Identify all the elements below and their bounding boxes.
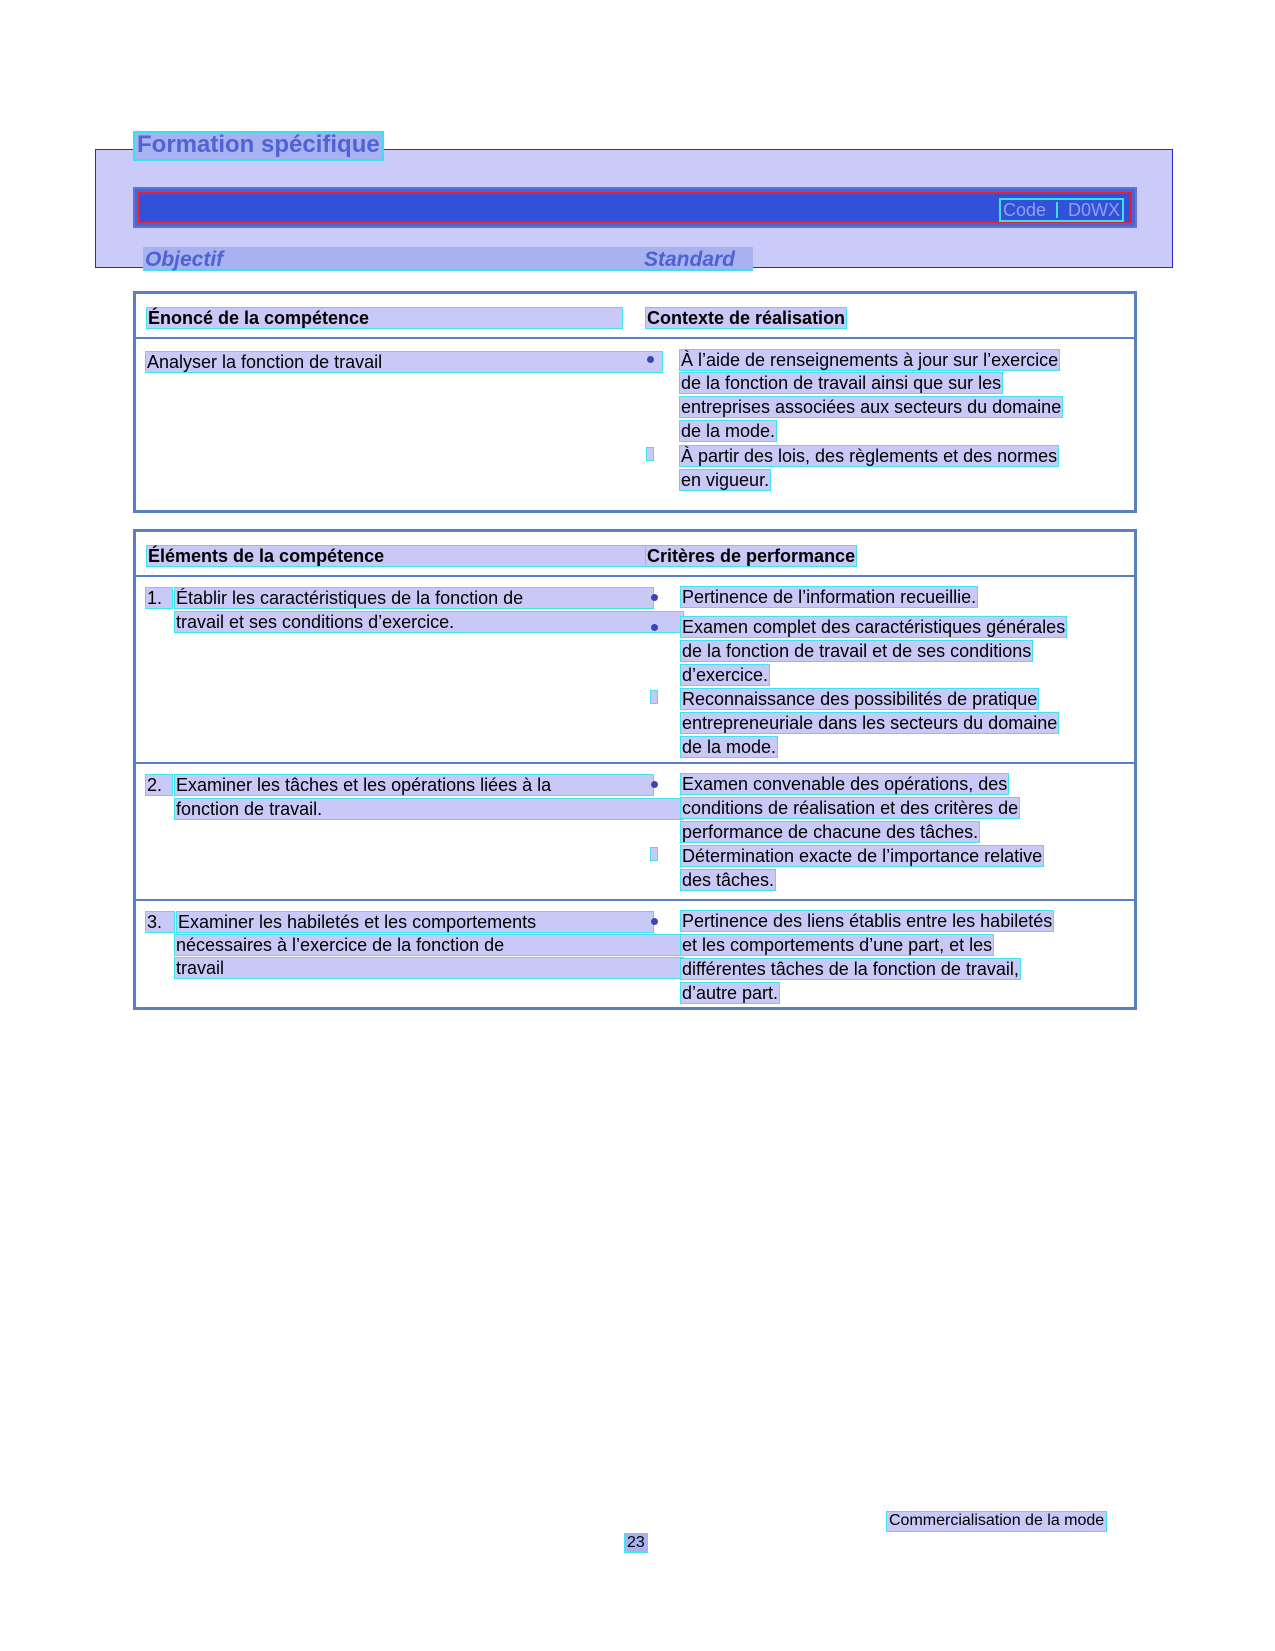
code-separator [1056,202,1058,218]
table-header-row [136,294,1134,339]
criterion-2-1-line-1: Examen convenable des opérations, des [682,774,1008,794]
criterion-3-1-line-3: différentes tâches de la fonction de travail, [682,959,1019,979]
element-1-line-1: Établir les caractéristiques de la fonction de [174,587,654,609]
criterion-2-2-line-2: des tâches. [682,870,775,890]
bullet-icon [651,781,658,788]
criterion-3-1-line-2: et les comportements d’une part, et les [682,935,993,955]
context-item-1-line-1: À l’aide de renseignements à jour sur l’exercice [681,350,1059,370]
criterion-1-2-line-3: d’exercice. [682,665,769,685]
code-bar [133,187,1137,228]
section-title: Formation spécifique [133,131,384,161]
table-row [136,339,1134,510]
element-3-number: 3. [145,911,175,933]
table-header-row [136,532,1134,577]
bullet-icon [650,847,658,861]
element-2-line-1: Examiner les tâches et les opérations liées à la [174,774,654,796]
page-number: 23 [624,1533,648,1553]
criterion-1-3-line-2: entrepreneuriale dans les secteurs du domaine [682,713,1058,733]
bullet-icon [646,447,654,461]
code-bar-inner [138,192,1132,223]
criterion-2-1-line-2: conditions de réalisation et des critères de [682,798,1019,818]
elements-heading: Éléments de la compétence [146,545,651,567]
competency-elements-table [133,529,1137,1010]
element-2-number: 2. [145,774,173,796]
context-item-1-line-2: de la fonction de travail ainsi que sur les [681,373,1002,393]
criteria-heading: Critères de performance [647,546,856,566]
element-3-line-1: Examiner les habiletés et les comportements [176,911,654,933]
context-item-2-line-1: À partir des lois, des règlements et des normes [681,446,1058,466]
element-2-line-2: fonction de travail. [174,798,684,820]
context-item-2-line-2: en vigueur. [681,470,770,490]
competency-code [999,198,1124,222]
bullet-icon [651,624,658,631]
context-item-1-line-3: entreprises associées aux secteurs du domaine [681,397,1062,417]
bullet-icon [651,918,658,925]
bullet-icon [647,356,654,363]
competency-statement: Analyser la fonction de travail [145,351,663,373]
element-1-number: 1. [145,587,173,609]
bullet-icon [651,594,658,601]
table-row [136,577,1134,764]
competency-statement-table [133,291,1137,513]
criterion-3-1-line-1: Pertinence des liens établis entre les habiletés [682,911,1053,931]
code-word: Code [1002,200,1046,220]
criterion-2-1-line-3: performance de chacune des tâches. [682,822,979,842]
criterion-1-2-line-2: de la fonction de travail et de ses conditions [682,641,1032,661]
context-heading: Contexte de réalisation [647,308,846,328]
context-item-1-line-4: de la mode. [681,421,776,441]
criterion-3-1-line-4: d’autre part. [682,983,779,1003]
criterion-1-3-line-1: Reconnaissance des possibilités de pratique [682,689,1038,709]
criterion-1-3-line-3: de la mode. [682,737,777,757]
criterion-2-2-line-1: Détermination exacte de l’importance relative [682,846,1043,866]
bullet-icon [650,690,658,704]
criterion-1-2-line-1: Examen complet des caractéristiques générales [682,617,1066,637]
criterion-1-1-line-1: Pertinence de l’information recueillie. [682,587,977,607]
element-3-line-3: travail [174,957,684,979]
element-3-line-2: nécessaires à l’exercice de la fonction de [174,934,684,956]
code-value: D0WX [1067,200,1120,220]
table-row [136,901,1134,1007]
statement-heading: Énoncé de la compétence [146,307,623,329]
column-heading-objectif: Objectif [143,247,753,271]
column-heading-standard: Standard [642,247,752,271]
table-row [136,764,1134,901]
element-1-line-2: travail et ses conditions d’exercice. [174,611,684,633]
footer-program-title: Commercialisation de la mode [886,1511,1107,1532]
